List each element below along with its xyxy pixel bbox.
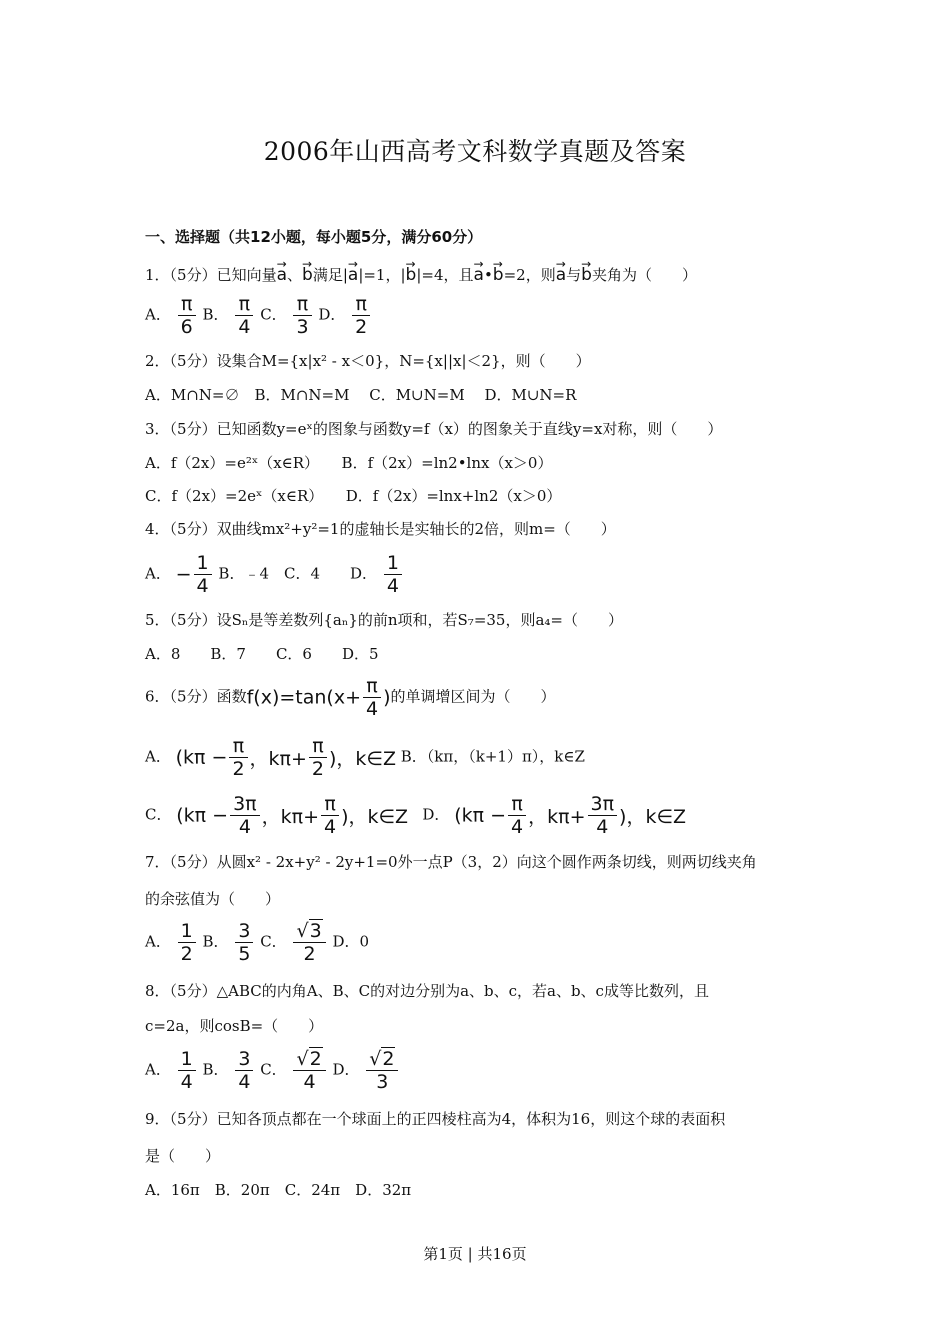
question-6-options-ab: A． (kπ − $\frac{\pi}{2}$ ，kπ+ $\frac{\pi}{2}$ )，k∈Z B．（kπ，（k+1）π），k∈Z (145, 735, 585, 780)
question-1-stem: 1．（5分）已知向量→ a、→ b满足|→ a|=1，|→ b|=4，且→ a•→ b=2，则→ a与→ b夹角为（ ） (145, 258, 825, 286)
question-4-options: A． − $\frac{1}{4}$ B．﹣4 C．4 D． $\frac{1}{4}$ (145, 552, 404, 597)
question-7-options: A． $\frac{1}{2}$ B． $\frac{3}{5}$ C． $\frac{√3}{2}$ D．0 (145, 920, 370, 965)
fraction: $\frac{1}{2}$ (178, 920, 196, 965)
question-2-stem: 2．（5分）设集合M={x|x² - x＜0}，N={x||x|＜2}，则（ ） (145, 352, 591, 370)
question-5-stem: 5．（5分）设Sₙ是等差数列{aₙ}的前n项和，若S₇=35，则a₄=（ ） (145, 611, 624, 629)
vector-b: → b (302, 258, 313, 286)
fraction: $\frac{√2}{3}$ (366, 1048, 398, 1093)
fraction: $\frac{\pi}{4}$ (363, 675, 381, 720)
fraction: $\frac{3\pi}{4}$ (588, 793, 618, 838)
question-8-stem: 8．（5分）△ABC的内角A、B、C的对边分别为a、b、c，若a、b、c成等比数列，且 (145, 982, 709, 1000)
fraction: $\frac{√3}{2}$ (293, 920, 325, 965)
question-8-stem-cont: c=2a，则cosB=（ ） (145, 1017, 324, 1035)
question-3-options-ab: A．f（2x）=e²ˣ（x∈R） B．f（2x）=ln2•lnx（x＞0） (145, 454, 553, 472)
question-7-stem: 7．（5分）从圆x² - 2x+y² - 2y+1=0外一点P（3，2）向这个圆作两条切线，则两切线夹角 (145, 853, 757, 871)
question-9-stem-cont: 是（ ） (145, 1147, 221, 1165)
fraction: $\frac{\pi}{4}$ (508, 793, 526, 838)
question-3-options-cd: C．f（2x）=2eˣ（x∈R） D．f（2x）=lnx+ln2（x＞0） (145, 487, 562, 505)
question-2-options: A．M∩N=∅ B．M∩N=M C．M∪N=M D．M∪N=R (145, 386, 577, 404)
question-6-stem: 6．（5分）函数f(x)=tan(x+ $\frac{\pi}{4}$ )的单调增区间为（ ） (145, 675, 556, 720)
question-1-options: A． $\frac{\pi}{6}$ B． $\frac{\pi}{4}$ C． $\frac{\pi}{3}$ D． $\frac{\pi}{2}$ (145, 293, 372, 338)
section-heading: 一、选择题（共12小题，每小题5分，满分60分） (145, 228, 483, 246)
fraction: $\frac{1}{4}$ (178, 1048, 196, 1093)
fraction: $\frac{1}{4}$ (194, 552, 212, 597)
fraction: $\frac{\pi}{2}$ (229, 735, 247, 780)
question-4-stem: 4．（5分）双曲线mx²+y²=1的虚轴长是实轴长的2倍，则m=（ ） (145, 520, 616, 538)
vector-a: → a (556, 258, 566, 286)
fraction: $\frac{3}{4}$ (235, 1048, 253, 1093)
question-5-options: A．8 B．7 C．6 D．5 (145, 645, 379, 663)
vector-a: → a (277, 258, 287, 286)
fraction: $\frac{3\pi}{4}$ (230, 793, 260, 838)
fraction: $\frac{1}{4}$ (384, 552, 402, 597)
question-6-options-cd: C． (kπ − $\frac{3\pi}{4}$ ，kπ+ $\frac{\pi}{4}$ )，k∈Z D． (kπ − $\frac{\pi}{4}$ ，kπ+ $\frac{3\pi}{4}$ )，k∈Z (145, 793, 687, 838)
fraction: $\frac{\pi}{3}$ (293, 293, 311, 338)
fraction: $\frac{√2}{4}$ (293, 1048, 325, 1093)
vector-a: → a (474, 258, 484, 286)
vector-b: → b (581, 258, 592, 286)
page-footer: 第1页 | 共16页 (423, 1245, 527, 1263)
question-9-options: A．16π B．20π C．24π D．32π (145, 1181, 412, 1199)
vector-b: → b (406, 258, 417, 286)
fraction: $\frac{\pi}{4}$ (235, 293, 253, 338)
question-9-stem: 9．（5分）已知各顶点都在一个球面上的正四棱柱高为4，体积为16，则这个球的表面积 (145, 1110, 726, 1128)
page-title: 2006年山西高考文科数学真题及答案 (263, 137, 687, 166)
fraction: $\frac{\pi}{6}$ (178, 293, 196, 338)
question-8-options: A． $\frac{1}{4}$ B． $\frac{3}{4}$ C． $\frac{√2}{4}$ D． $\frac{√2}{3}$ (145, 1048, 400, 1093)
question-3-stem: 3．（5分）已知函数y=eˣ的图象与函数y=f（x）的图象关于直线y=x对称，则（ ） (145, 420, 723, 438)
fraction: $\frac{\pi}{2}$ (352, 293, 370, 338)
fraction: $\frac{\pi}{4}$ (321, 793, 339, 838)
fraction: $\frac{\pi}{2}$ (309, 735, 327, 780)
vector-b: → b (493, 258, 504, 286)
fraction: $\frac{3}{5}$ (235, 920, 253, 965)
question-7-stem-cont: 的余弦值为（ ） (145, 890, 281, 908)
vector-a: → a (348, 258, 358, 286)
